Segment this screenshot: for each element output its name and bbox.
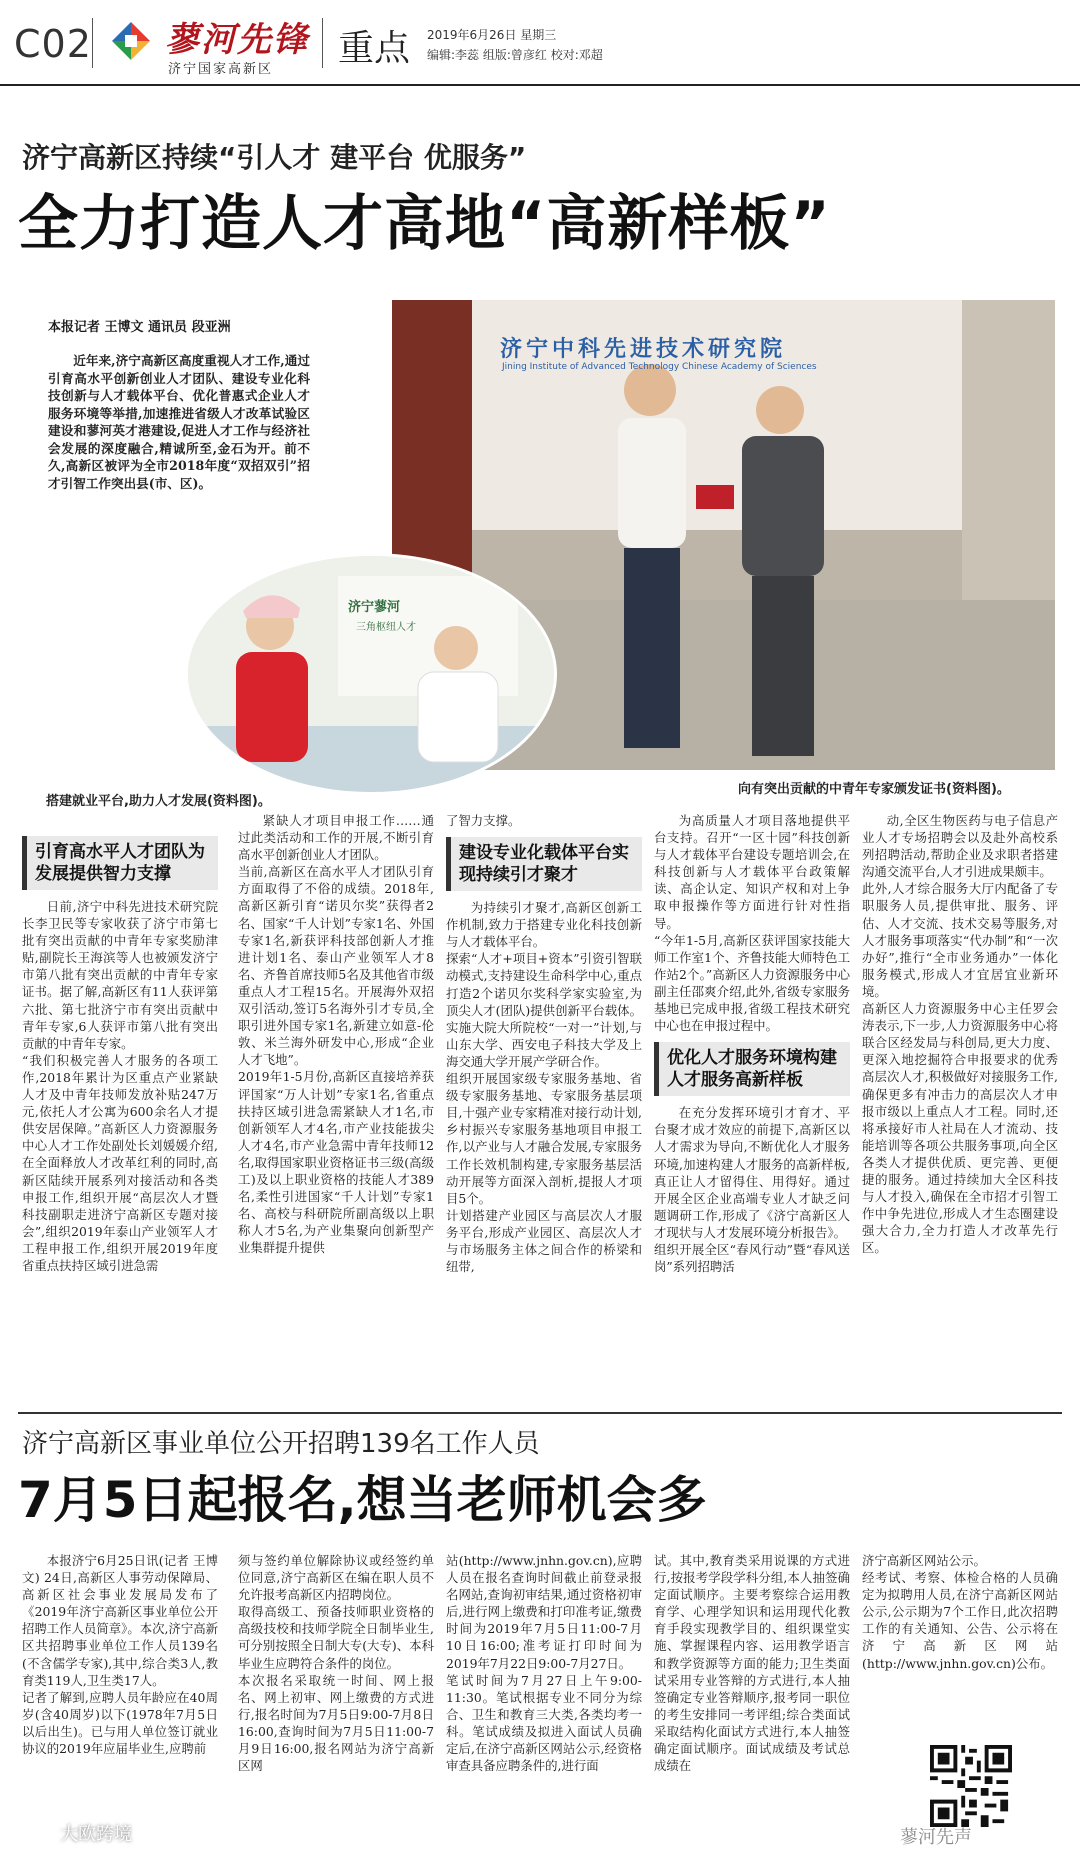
article1-lead: 近年来,济宁高新区高度重视人才工作,通过引育高水平创新创业人才团队、建设专业化科技创新与人才载体平台、优化普惠式企业人才服务环境等举措,加速推进省级人才改革试验区建设和蓼河英才港建设,促进人才工作与经济社会发展的深度融合,精诚所至,金石为开。前不久,高新区被评为全市2018年度“双招双引”招才引智工作突出县(市、区)。: [48, 353, 310, 491]
qr-code-icon: [930, 1745, 1012, 1827]
article1-column-4: [654, 812, 850, 1275]
article2-col3-text: 站(http://www.jnhn.gov.cn),应聘人员在报名查询时间截止前登录报名网站,查询初审结果,通过资格初审后,进行网上缴费和打印准考证,缴费时间为2019年7月5日11:00-7月10日16:00;准考证打印时间为2019年7月22日9:00-7月27日。 笔试时间为7月27日上午9:00-11:30。笔试根据专业不同分为综合、卫生和教育三大类,各类均考一科。笔试成绩及拟进入面试人员确定后,在济宁高新区网站公示,经资格审查具备应聘条件的,进行面: [446, 1553, 642, 1774]
caption-right: 向有突出贡献的中青年专家颁发证书(资料图)。: [738, 782, 1010, 797]
article1-col3-text: 为持续引才聚才,高新区创新工作机制,致力于搭建专业化科技创新与人才载体平台。 探索“人才+项目+资本”引资引智联动模式,支持建设生命科学中心,重点打造2个诺贝尔奖科学家实验室,为顶尖人才(团队)提供创新平台载体。实施大院大所院校“一对一”计划,与山东大学、西安电子科技大学及上海交通大学开展产学研合作。 组织开展国家级专家服务基地、省级专家服务基地、专家服务基层项目,十强产业专家精准对接行动计划,乡村振兴专家服务基地项目申报工作,以产业与人才融合发展,专家服务工作长效机制构建,专家服务基层活动开展等方面深入剖析,提报人才项目5个。 计划搭建产业园区与高层次人才服务平台,形成产业园区、高层次人才与市场服务主体之间合作的桥梁和纽带,: [446, 900, 642, 1275]
article2-col4-text: 试。其中,教育类采用说课的方式进行,按报考学段学科分组,本人抽签确定面试顺序。主要考察综合运用教育学、心理学知识和运用现代化教育手段实现教学目的、组织课堂实施、掌握课程内容、运用教学语言和教学资源等方面的能力;卫生类面试采用专业答辩的方式进行,本人抽签确定专业答辩顺序,报考同一职位的考生安排同一考评组;综合类面试采取结构化面试方式进行,本人抽签确定面试顺序。面试成绩及考试总成绩在: [654, 1553, 850, 1774]
article1-col5-text: 动,全区生物医药与电子信息产业人才专场招聘会以及赴外高校系列招聘活动,帮助企业及求职者搭建沟通交流平台,人才引进成果颇丰。 此外,人才综合服务大厅内配备了专职服务人员,提供审批、服务、评估、人才交流、技术交易等服务,对人才服务事项落实“代办制”和“一次办好”,推行“全市业务通办”一体化服务模式,形成人才宜居宜业新环境。 高新区人力资源服务中心主任罗会涛表示,下一步,人力资源服务中心将联合区经发局与科创局,更大力度、更深入地挖掘符合申报要求的优秀高层次人才,积极做好对接服务工作,确保更多有冲击力的高层次人才申报市级以上重点人才工程。同时,还将承接好市人社局在人才流动、技能培训等各项公共服务事项,向全区各类人才提供优质、更完善、更便捷的服务。通过持续加大全区科技与人才投入,确保在全市招才引智工作中争先进位,形成人才生态圈建设强大合力,全力打造人才改革先行区。: [862, 813, 1058, 1256]
masthead-brand-subtitle: 济宁国家高新区: [168, 62, 274, 77]
article1-kicker: 济宁高新区持续“引人才 建平台 优服务”: [22, 141, 527, 174]
page-number: C02: [14, 22, 92, 66]
subhead-1: 引育高水平人才团队为发展提供智力支撑: [22, 836, 218, 890]
article1-byline: 本报记者 王博文 通讯员 段亚洲: [48, 320, 231, 335]
photo-job-platform: [185, 553, 557, 795]
photo-sign-english: Jining Institute of Advanced Technology Chinese Academy of Sciences: [502, 362, 817, 372]
photo-sign-text: 济宁中科先进技术研究院: [500, 337, 787, 362]
article1-column-1: [22, 836, 218, 1274]
article1-col1-text: 日前,济宁中科先进技术研究院长李卫民等专家收获了济宁市第七批有突出贡献的中青年专家奖励津贴,副院长王海滨等人也被颁发济宁市第八批有突出贡献的中青年专家证书。据了解,高新区有11人获评第六批、第七批济宁市有突出贡献中青年专家,6人获评市第八批有突出贡献的中青年专家。 “我们积极完善人才服务的各项工作,2018年累计为区重点产业紧缺人才及中青年技师发放补贴247万元,依托人才公寓为600余名人才提供安居保障。”高新区人力资源服务中心人才工作处副处长刘媛媛介绍,在全面释放人才改革红利的同时,高新区陆续开展系列对接活动和各类申报工作,组织开展“高层次人才暨科技副职走进济宁高新区专题对接会”,组织2019年泰山产业领军人才工程申报工作,组织开展2019年度省重点扶持区域引进急需: [22, 899, 218, 1273]
circle-photo-sign: 济宁蓼河: [348, 600, 401, 615]
circle-photo-sign2: 三角枢纽人才: [356, 622, 416, 633]
caption-left: 搭建就业平台,助力人才发展(资料图)。: [46, 794, 271, 809]
issue-date: 2019年6月26日 星期三: [427, 28, 557, 42]
masthead-divider: [92, 18, 93, 68]
article2-headline: 7月5日起报名,想当老师机会多: [18, 1471, 707, 1529]
subhead-2: 建设专业化载体平台实现持续引才聚才: [446, 837, 642, 891]
article1-headline: 全力打造人才高地“高新样板”: [18, 189, 831, 259]
article1-col4-text2: 在充分发挥环境引才育才、平台聚才成才效应的前提下,高新区以人才需求为导向,不断优化人才服务环境,加速构建人才服务的高新样板,真正让人才留得住、用得好。通过开展全区企业高端专业人才缺乏问题调研工作,形成了《济宁高新区人才现状与人才发展环境分析报告》。 组织开展全区“春风行动”暨“春风送岗”系列招聘活: [654, 1105, 850, 1275]
article1-col4-text: 为高质量人才项目落地提供平台支持。召开“一区十园”科技创新与人才载体平台建设专题培训会,在科技创新与人才载体平台政策解读、高企认定、知识产权和对上争取申报操作等方面进行针对性指导。 “今年1-5月,高新区获评国家技能大师工作室1个、齐鲁技能大师特色工作站2个。”高新区人力资源服务中心副主任邵爽介绍,此外,省级专家服务基地已完成申报,省级工程技术研究中心也在申报过程中。: [654, 813, 850, 1034]
article1-col3-top: 了智力支撑。: [446, 813, 521, 828]
watermark-left: 大欧跨境: [60, 1824, 132, 1845]
article1-column-3: [446, 812, 642, 1275]
newspaper-logo-icon: [110, 20, 152, 62]
masthead-brand: 蓼河先锋: [165, 20, 309, 60]
watermark-right: 蓼河先声: [900, 1827, 972, 1848]
article2-col2-text: 须与签约单位解除协议或经签约单位同意,济宁高新区在编在职人员不允许报考高新区内招聘岗位。 取得高级工、预备技师职业资格的高级技校和技师学院全日制毕业生,可分别按照全日制大专(大专)、本科毕业生应聘符合条件的岗位。 本次报名采取统一时间、网上报名、网上初审、网上缴费的方式进行,报名时间为7月5日9:00-7月8日16:00,查询时间为7月5日11:00-7月9日16:00,报名网站为济宁高新区网: [238, 1553, 434, 1774]
article2-kicker: 济宁高新区事业单位公开招聘139名工作人员: [22, 1429, 540, 1459]
section-title: 重点: [338, 28, 411, 69]
staff-credits: 编辑:李蕊 组版:曾彦红 校对:邓超: [427, 48, 603, 62]
masthead-divider: [322, 18, 323, 68]
subhead-3: 优化人才服务环境构建人才服务高新样板: [654, 1042, 850, 1096]
masthead: [0, 0, 1080, 86]
article2-col1-text: 本报济宁6月25日讯(记者 王博文) 24日,高新区人事劳动保障局、高新区社会事业发展局发布了《2019年济宁高新区事业单位公开招聘工作人员简章》。本次,济宁高新区共招聘事业单位工作人员139名(不含儒学专家),其中,综合类3人,教育类119人,卫生类17人。 记者了解到,应聘人员年龄应在40周岁(含40周岁)以下(1978年7月5日以后出生)。已与用人单位签订就业协议的2019年应届毕业生,应聘前: [22, 1553, 218, 1757]
article-divider: [18, 1412, 1062, 1414]
article1-col2-text: 紧缺人才项目申报工作……通过此类活动和工作的开展,不断引育高水平创新创业人才团队。 当前,高新区在高水平人才团队引育方面取得了不俗的成绩。2018年,高新区新引育“诺贝尔奖”获得者2名、国家“千人计划”专家1名、外国专家1名,新获评科技部创新人才推进计划1名、泰山产业领军人才8名、齐鲁首席技师5名及其他省市级重点人才工程15名。开展海外双招双引活动,签订5名海外引才专员,全职引进外国专家1名,新建立如意-伦敦、米兰海外研发中心,形成“企业人才飞地”。 2019年1-5月份,高新区直接培养获评国家“万人计划”专家1名,省重点扶持区域引进急需紧缺人才1名,市创新领军人才4名,市产业技能拔尖人才4名,市产业急需中青年技师12名,取得国家职业资格证书三级(高级工)及以上职业资格的技能人才389名,柔性引进国家“千人计划”专家1名、高校与科研院所副高级以上职称人才5名,为产业集聚向创新型产业集群提升提供: [238, 813, 434, 1256]
article2-col5-text: 济宁高新区网站公示。 经考试、考察、体检合格的人员确定为拟聘用人员,在济宁高新区网站公示,公示期为7个工作日,此次招聘工作的有关通知、公告、公示将在济宁高新区网站(http://www.jnhn.gov.cn)公布。: [862, 1553, 1058, 1671]
